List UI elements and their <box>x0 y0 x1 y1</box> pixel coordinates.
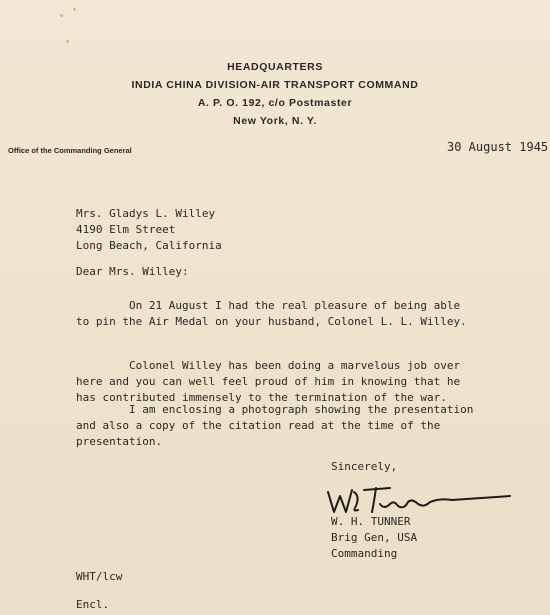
letterhead-line-1: HEADQUARTERS <box>227 61 323 73</box>
enclosure-note: Encl. <box>76 598 110 611</box>
signer-name: W. H. TUNNER <box>331 515 411 528</box>
body-paragraph-3: I am enclosing a photograph showing the presentation and also a copy of the citation read at the time of the presentation. <box>76 403 474 448</box>
reference-initials: WHT/lcw <box>76 570 123 583</box>
body-paragraph-2: Colonel Willey has been doing a marvelous job over here and you can well feel proud of him in knowing that he has contributed immensely to the termination of the war. <box>76 359 461 404</box>
signature-block <box>331 514 417 562</box>
recipient-city: Long Beach, California <box>76 239 222 252</box>
office-line: Office of the Commanding General <box>8 146 132 155</box>
recipient-name: Mrs. Gladys L. Willey <box>76 207 216 220</box>
signer-rank: Brig Gen, USA <box>331 531 418 544</box>
letterhead <box>0 58 550 130</box>
paper-stain <box>73 8 76 11</box>
salutation: Dear Mrs. Willey: <box>76 265 189 278</box>
signer-title: Commanding <box>331 547 398 560</box>
paper-stain <box>66 40 69 43</box>
letter-date: 30 August 1945 <box>447 140 549 154</box>
closing: Sincerely, <box>331 460 398 473</box>
letterhead-line-3: A. P. O. 192, c/o Postmaster <box>197 97 353 109</box>
paper-stain <box>60 14 63 17</box>
body-paragraph-1: On 21 August I had the real pleasure of being able to pin the Air Medal on your husband, Colonel L. L. Willey. <box>76 299 467 328</box>
recipient-street: 4190 Elm Street <box>76 223 176 236</box>
letterhead-line-4: New York, N. Y. <box>233 115 317 127</box>
letterhead-line-2: INDIA CHINA DIVISION-AIR TRANSPORT COMMAND <box>131 79 419 91</box>
recipient-address <box>76 206 222 254</box>
